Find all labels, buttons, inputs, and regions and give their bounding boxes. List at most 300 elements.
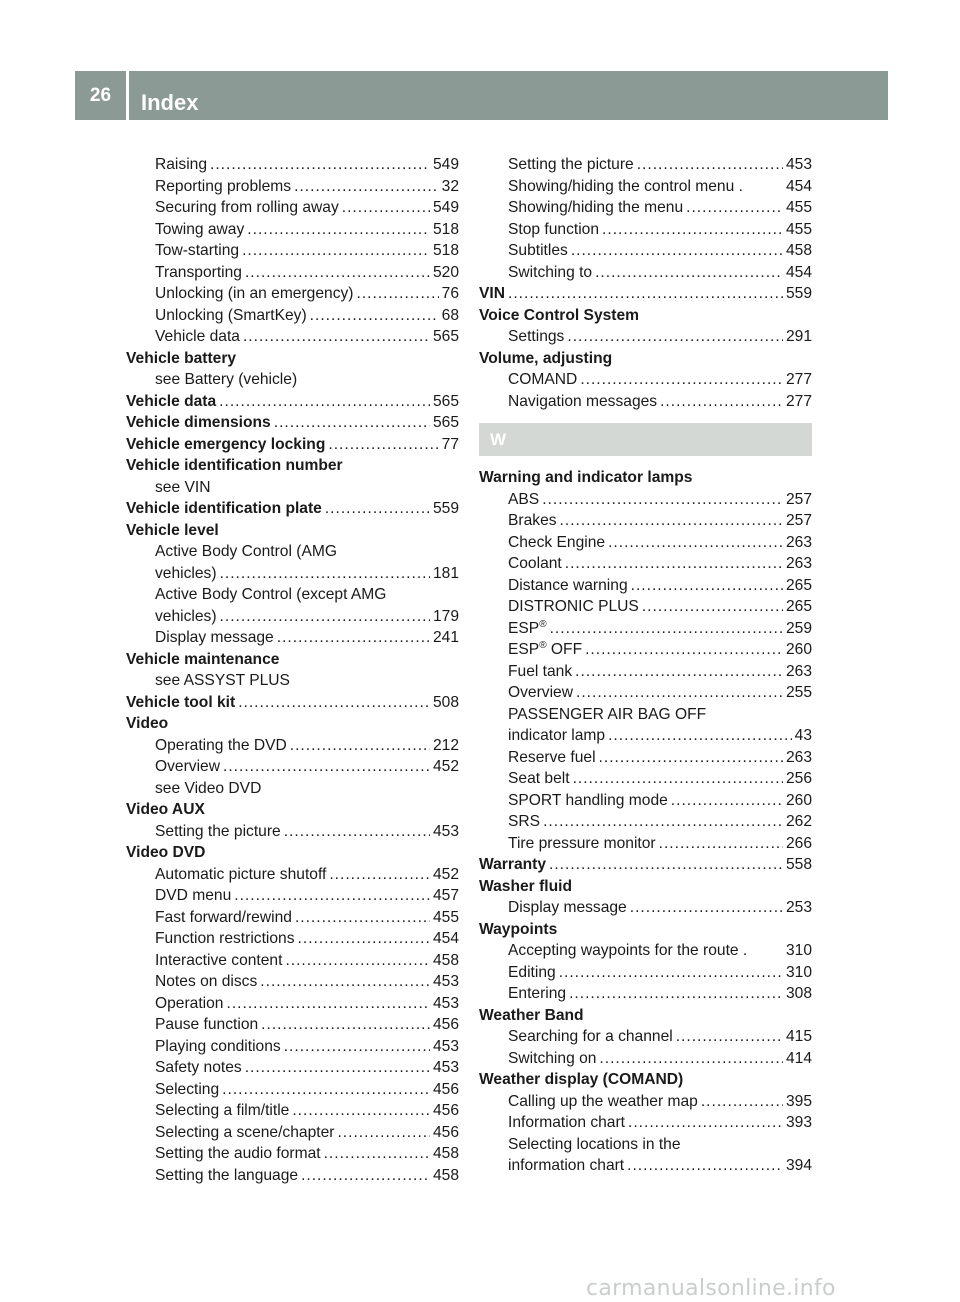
leader-dots	[220, 563, 430, 585]
leader-dots	[245, 262, 430, 284]
leader-dots	[599, 1048, 783, 1070]
entry-text: Settings	[508, 328, 565, 345]
leader-dots	[277, 627, 430, 649]
index-subentry	[479, 962, 812, 984]
index-subentry	[479, 219, 812, 241]
index-subentry	[479, 811, 812, 833]
leader-dots	[324, 1143, 430, 1165]
page-reference: 263	[785, 533, 812, 551]
leader-dots	[243, 326, 430, 348]
index-subentry	[479, 833, 812, 855]
page-reference: 565	[432, 392, 459, 410]
page-reference: 456	[432, 1080, 459, 1098]
entry-text: vehicles)	[155, 564, 217, 582]
entry-text: Unlocking (in an emergency)	[155, 285, 354, 302]
index-subentry	[479, 575, 812, 597]
page-reference: 458	[785, 242, 812, 259]
entry-text: DISTRONIC PLUS	[508, 598, 639, 615]
entry-text: Seat belt	[508, 770, 570, 787]
index-entry	[479, 348, 812, 370]
index-entry	[126, 520, 459, 542]
index-subentry	[479, 1026, 812, 1048]
index-subentry	[126, 821, 459, 843]
page-reference: 259	[785, 619, 812, 637]
entry-text: Video	[126, 715, 169, 732]
page-reference: 277	[785, 392, 812, 410]
entry-text: Vehicle maintenance	[126, 650, 280, 668]
page-reference: 265	[785, 576, 812, 594]
leader-dots	[285, 950, 430, 972]
entry-text: Warning and indicator lamps	[479, 469, 693, 486]
page-reference: 77	[441, 435, 459, 453]
entry-text: information chart	[508, 1157, 625, 1174]
entry-text: Fast forward/rewind	[155, 908, 292, 926]
leader-dots	[294, 176, 439, 198]
index-column-right	[479, 154, 812, 1177]
entry-text: Calling up the weather map	[508, 1092, 698, 1110]
entry-text: DVD menu	[155, 887, 232, 904]
page-reference: 458	[432, 1166, 459, 1184]
entry-text: Overview	[155, 758, 220, 775]
page-reference: 253	[785, 899, 812, 916]
index-subentry	[479, 154, 812, 176]
entry-text	[508, 639, 582, 661]
entry-text: Editing	[508, 963, 556, 981]
entry-text: Selecting a scene/chapter	[155, 1123, 335, 1141]
page-reference: 76	[441, 285, 459, 302]
leader-dots	[569, 983, 783, 1005]
entry-text: Voice Control System	[479, 306, 640, 324]
index-subentry	[126, 1100, 459, 1122]
leader-dots	[260, 971, 430, 993]
page-reference: 262	[785, 813, 812, 830]
leader-dots	[223, 756, 430, 778]
index-subentry	[126, 563, 459, 585]
index-entry	[126, 348, 459, 370]
entry-text: indicator lamp	[508, 727, 606, 744]
entry-text: see Video DVD	[155, 779, 262, 797]
leader-dots	[630, 897, 783, 919]
leader-dots	[595, 262, 783, 284]
index-subentry	[126, 735, 459, 757]
leader-dots	[261, 1014, 430, 1036]
index-subentry	[479, 1091, 812, 1113]
page-reference: 456	[432, 1123, 459, 1141]
leader-dots	[571, 240, 783, 262]
entry-text: Setting the language	[155, 1166, 299, 1184]
page-reference: 455	[785, 199, 812, 216]
page-reference: 453	[432, 1059, 459, 1076]
index-subentry	[126, 219, 459, 241]
index-entry	[479, 467, 812, 489]
leader-dots	[671, 790, 783, 812]
entry-text: Fuel tank	[508, 662, 573, 680]
index-entry	[479, 305, 812, 327]
index-subentry	[479, 553, 812, 575]
index-entry	[126, 713, 459, 735]
leader-dots	[608, 532, 783, 554]
page-reference: 291	[785, 328, 812, 345]
leader-dots	[660, 391, 783, 413]
index-subentry	[479, 983, 812, 1005]
leader-dots	[628, 1112, 783, 1134]
index-subentry	[126, 1165, 459, 1187]
entry-text-base: ESP	[508, 619, 540, 637]
entry-text: Selecting	[155, 1080, 220, 1098]
leader-dots	[325, 498, 430, 520]
leader-dots	[580, 369, 783, 391]
entry-text: see Battery (vehicle)	[155, 371, 298, 388]
leader-dots	[573, 768, 783, 790]
page-reference: 241	[432, 629, 459, 646]
leader-dots	[222, 1079, 430, 1101]
index-subentry	[126, 993, 459, 1015]
index-column-left	[126, 154, 459, 1186]
entry-text: Check Engine	[508, 533, 606, 551]
page-reference: 454	[785, 177, 812, 195]
leader-dots	[290, 735, 430, 757]
page-reference: 212	[432, 736, 459, 754]
page-reference: 257	[785, 512, 812, 529]
leader-dots	[301, 1165, 430, 1187]
page-reference: 68	[441, 306, 459, 324]
page-reference: 263	[785, 748, 812, 766]
registered-mark: ®	[539, 618, 547, 630]
index-subentry	[479, 176, 812, 198]
page-reference: 549	[432, 199, 459, 216]
index-subentry	[479, 510, 812, 532]
page-reference: 453	[432, 994, 459, 1012]
entry-text: Selecting a film/title	[155, 1102, 290, 1119]
leader-dots	[599, 747, 783, 769]
index-subentry	[479, 197, 812, 219]
entry-text: Warranty	[479, 856, 547, 873]
index-subentry	[479, 240, 812, 262]
index-subentry	[479, 940, 812, 962]
leader-dots	[637, 154, 783, 176]
entry-text: Transporting	[155, 263, 242, 281]
page-reference: 453	[785, 156, 812, 173]
entry-text: Vehicle tool kit	[126, 693, 236, 711]
leader-dots	[608, 725, 792, 747]
index-subentry	[479, 262, 812, 284]
page-reference: 565	[432, 414, 459, 431]
index-subentry	[479, 897, 812, 919]
entry-text: Tow-starting	[155, 242, 240, 259]
page-reference: 456	[432, 1102, 459, 1119]
entry-text: Safety notes	[155, 1059, 242, 1076]
entry-text: Overview	[508, 684, 573, 701]
page-reference: 393	[785, 1114, 812, 1131]
index-subentry	[126, 606, 459, 628]
page-reference: 457	[432, 887, 459, 904]
page-reference: 310	[785, 942, 812, 959]
leader-dots	[310, 305, 439, 327]
page-reference: 256	[785, 770, 812, 787]
entry-text: Accepting waypoints for the route .	[508, 942, 748, 959]
section-letter-heading: W	[479, 423, 812, 456]
page-reference: 559	[785, 285, 812, 302]
leader-dots	[585, 639, 783, 661]
page-reference: 559	[432, 500, 459, 517]
index-entry	[126, 391, 459, 413]
entry-text: Coolant	[508, 555, 562, 572]
page-reference: 453	[432, 1037, 459, 1055]
page-reference: 260	[785, 641, 812, 658]
page-reference: 260	[785, 791, 812, 809]
leader-dots	[329, 864, 430, 886]
index-subentry	[479, 532, 812, 554]
index-subentry	[126, 283, 459, 305]
registered-mark: ®	[539, 639, 547, 651]
index-subentry	[479, 1134, 812, 1156]
entry-text: Vehicle battery	[126, 349, 237, 367]
leader-dots	[627, 1155, 783, 1177]
leader-dots	[284, 1036, 430, 1058]
index-entry	[479, 876, 812, 898]
index-subentry	[479, 661, 812, 683]
index-subentry	[126, 262, 459, 284]
entry-text: Video AUX	[126, 801, 205, 818]
index-subentry	[479, 768, 812, 790]
entry-text: Setting the audio format	[155, 1145, 321, 1162]
leader-dots	[245, 1057, 430, 1079]
index-subentry	[126, 584, 459, 606]
leader-dots	[295, 907, 430, 929]
page-reference: 263	[785, 662, 812, 680]
index-subentry	[479, 682, 812, 704]
index-entry	[126, 455, 459, 477]
entry-text: Volume, adjusting	[479, 349, 613, 367]
leader-dots	[659, 833, 783, 855]
index-subentry	[126, 670, 459, 692]
leader-dots	[328, 434, 438, 456]
entry-text: Searching for a channel	[508, 1028, 673, 1045]
index-subentry	[126, 756, 459, 778]
entry-text: Selecting locations in the	[508, 1135, 681, 1153]
leader-dots	[602, 219, 783, 241]
leader-dots	[220, 606, 430, 628]
entry-text: Active Body Control (except AMG	[155, 586, 387, 603]
page-reference: 549	[432, 156, 459, 173]
page-reference: 452	[432, 758, 459, 775]
entry-text: Vehicle level	[126, 521, 219, 539]
page-reference: 454	[785, 263, 812, 281]
entry-text: Subtitles	[508, 242, 568, 259]
entry-text: Playing conditions	[155, 1037, 281, 1055]
entry-text: ABS	[508, 490, 540, 508]
entry-text: Vehicle data	[155, 328, 240, 345]
leader-dots	[356, 283, 438, 305]
entry-text: Tire pressure monitor	[508, 834, 656, 852]
entry-text: Automatic picture shutoff	[155, 865, 327, 883]
index-subentry	[126, 971, 459, 993]
leader-dots	[631, 575, 783, 597]
entry-text: see VIN	[155, 478, 211, 496]
leader-dots	[560, 510, 783, 532]
entry-text: Notes on discs	[155, 973, 258, 990]
page-reference: 263	[785, 555, 812, 572]
entry-text: SPORT handling mode	[508, 791, 668, 809]
leader-dots	[292, 1100, 430, 1122]
entry-text: Towing away	[155, 220, 245, 238]
leader-dots	[575, 661, 783, 683]
index-subentry	[126, 1143, 459, 1165]
entry-text: Vehicle emergency locking	[126, 435, 326, 453]
index-subentry	[126, 477, 459, 499]
index-subentry	[126, 541, 459, 563]
index-subentry	[479, 747, 812, 769]
entry-text: Unlocking (SmartKey)	[155, 306, 307, 324]
index-subentry	[126, 627, 459, 649]
page-reference: 453	[432, 973, 459, 990]
page-reference: 520	[432, 263, 459, 281]
leader-dots	[226, 993, 429, 1015]
index-subentry	[126, 369, 459, 391]
index-subentry	[126, 305, 459, 327]
index-subentry	[479, 1112, 812, 1134]
entry-text: SRS	[508, 813, 541, 830]
page-reference: 181	[432, 564, 459, 582]
page-reference: 452	[432, 865, 459, 883]
page-number: 26	[89, 85, 112, 106]
index-subentry	[479, 704, 812, 726]
index-entry	[479, 919, 812, 941]
page-reference: 308	[785, 985, 812, 1002]
index-subentry	[479, 369, 812, 391]
leader-dots	[342, 197, 430, 219]
page-reference: 415	[785, 1028, 812, 1045]
index-subentry	[479, 326, 812, 348]
page-reference: 414	[785, 1049, 812, 1067]
index-subentry	[126, 928, 459, 950]
leader-dots	[219, 391, 430, 413]
leader-dots	[550, 618, 783, 640]
entry-text: Navigation messages	[508, 392, 658, 410]
watermark: carmanualsonline.info	[586, 1276, 836, 1301]
entry-text: Function restrictions	[155, 930, 295, 947]
entry-text: Operating the DVD	[155, 736, 287, 754]
page-reference: 394	[785, 1157, 812, 1174]
page-reference: 179	[432, 607, 459, 625]
leader-dots	[284, 821, 430, 843]
page-reference: 32	[441, 177, 459, 195]
page-reference: 456	[432, 1016, 459, 1033]
page-reference: 458	[432, 951, 459, 969]
entry-text: Raising	[155, 156, 208, 173]
entry-text: Display message	[155, 629, 274, 646]
index-subentry	[479, 391, 812, 413]
entry-text: Interactive content	[155, 951, 283, 969]
leader-dots	[247, 219, 430, 241]
page-reference: 558	[785, 856, 812, 873]
entry-text: Pause function	[155, 1016, 259, 1033]
entry-text: Reporting problems	[155, 177, 292, 195]
entry-text: Stop function	[508, 220, 600, 238]
page-reference: 255	[785, 684, 812, 701]
entry-text: Video DVD	[126, 844, 206, 861]
index-subentry	[126, 778, 459, 800]
entry-text: Weather display (COMAND)	[479, 1071, 684, 1088]
page-reference: 453	[432, 822, 459, 840]
index-entry	[126, 692, 459, 714]
page-title: Index	[141, 90, 199, 115]
index-subentry	[479, 725, 812, 747]
entry-text: vehicles)	[155, 607, 217, 625]
leader-dots	[542, 489, 783, 511]
index-entry	[126, 799, 459, 821]
page-reference: 266	[785, 834, 812, 852]
entry-text: Vehicle dimensions	[126, 414, 271, 431]
entry-text: Brakes	[508, 512, 557, 529]
page-reference: 257	[785, 490, 812, 508]
entry-text: Switching on	[508, 1049, 597, 1067]
entry-text	[508, 618, 547, 640]
leader-dots	[298, 928, 430, 950]
leader-dots	[242, 240, 430, 262]
entry-text: Securing from rolling away	[155, 199, 339, 216]
leader-dots	[274, 412, 430, 434]
entry-text-suffix: OFF	[546, 641, 583, 658]
page-reference: 43	[794, 727, 812, 744]
entry-text: VIN	[479, 285, 505, 302]
index-entry	[126, 434, 459, 456]
index-subentry	[479, 489, 812, 511]
entry-text: Showing/hiding the control menu .	[508, 177, 743, 195]
entry-text: Distance warning	[508, 576, 628, 594]
index-subentry	[479, 596, 812, 618]
entry-text: Setting the picture	[508, 156, 634, 173]
index-subentry	[479, 618, 812, 640]
leader-dots	[210, 154, 430, 176]
header-divider	[126, 71, 129, 120]
entry-text: Active Body Control (AMG	[155, 543, 337, 560]
leader-dots	[234, 885, 430, 907]
index-entry	[126, 842, 459, 864]
entry-text: Operation	[155, 994, 224, 1012]
index-subentry	[479, 790, 812, 812]
entry-text: Vehicle data	[126, 392, 217, 410]
index-subentry	[479, 1048, 812, 1070]
entry-text: Setting the picture	[155, 822, 281, 840]
entry-text: Vehicle identification plate	[126, 500, 322, 517]
leader-dots	[567, 326, 783, 348]
index-subentry	[126, 197, 459, 219]
index-subentry	[126, 950, 459, 972]
page-reference: 565	[432, 328, 459, 345]
entry-text: Entering	[508, 985, 567, 1002]
leader-dots	[559, 962, 783, 984]
page-reference: 518	[432, 220, 459, 238]
entry-text: Waypoints	[479, 920, 558, 938]
page-reference: 395	[785, 1092, 812, 1110]
entry-text: COMAND	[508, 371, 578, 388]
entry-text: Reserve fuel	[508, 748, 596, 766]
page-reference: 265	[785, 598, 812, 615]
page-reference: 310	[785, 963, 812, 981]
page-reference: 458	[432, 1145, 459, 1162]
index-subentry	[126, 154, 459, 176]
entry-text: Display message	[508, 899, 627, 916]
leader-dots	[238, 692, 430, 714]
index-subentry	[479, 1155, 812, 1177]
leader-dots	[576, 682, 783, 704]
leader-dots	[686, 197, 783, 219]
index-entry	[479, 1005, 812, 1027]
index-entry	[479, 283, 812, 305]
index-subentry	[126, 1057, 459, 1079]
index-subentry	[479, 639, 812, 661]
